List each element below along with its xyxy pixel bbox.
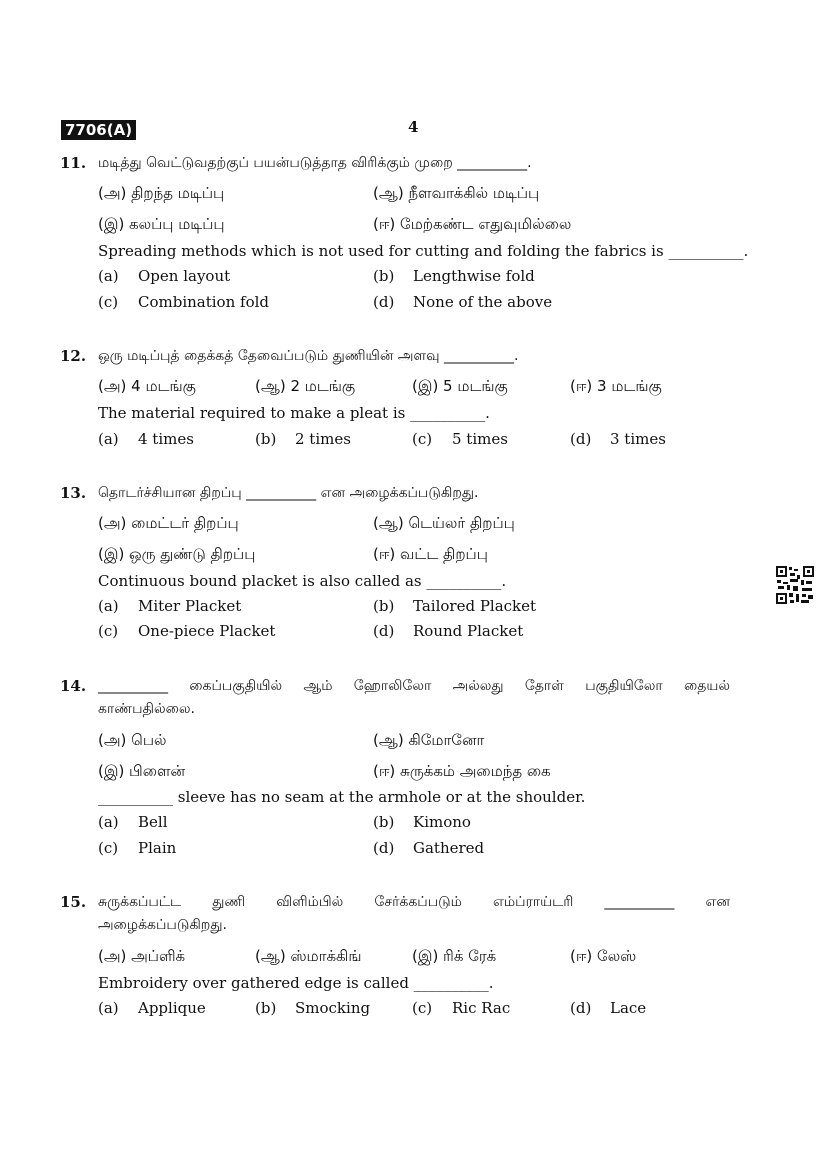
- paper-code: 7706(A): [61, 120, 136, 140]
- question-number: 12.: [60, 347, 87, 365]
- tamil-option: (இ) கலப்பு மடிப்பு: [98, 215, 225, 233]
- tamil-question: தொடர்ச்சியான திறப்பு __________ என அழைக்கப்படுகிறது.: [98, 485, 479, 501]
- english-option: (c) 5 times: [412, 430, 508, 448]
- tamil-question-line: சுருக்கப்பட்ட துணி விளிம்பில் சேர்க்கப்படும் எம்ப்ராய்டரி __________ என: [98, 894, 730, 910]
- question-number: 15.: [60, 893, 87, 911]
- tamil-option: (இ) பிளைன்: [98, 762, 186, 780]
- question-number: 13.: [60, 484, 87, 502]
- tamil-option: (ஈ) லேஸ்: [570, 947, 637, 965]
- english-option: (b) 2 times: [255, 430, 351, 448]
- english-option: (a) 4 times: [98, 430, 194, 448]
- question-number: 11.: [60, 154, 87, 172]
- tamil-option: (ஆ) நீளவாக்கில் மடிப்பு: [373, 184, 540, 202]
- english-question: Embroidery over gathered edge is called __________.: [98, 974, 494, 992]
- english-option: (a) Bell: [98, 813, 168, 831]
- tamil-option: (ஈ) 3 மடங்கு: [570, 377, 662, 395]
- tamil-option: (அ) 4 மடங்கு: [98, 377, 196, 395]
- english-option: (b) Smocking: [255, 999, 371, 1017]
- english-option: (d) Round Placket: [373, 622, 524, 640]
- english-question: Spreading methods which is not used for cutting and folding the fabrics is __________.: [98, 242, 749, 260]
- english-option: (d) Gathered: [373, 839, 485, 857]
- tamil-option: (அ) அப்ளிக்: [98, 947, 186, 965]
- english-option: (a) Applique: [98, 999, 206, 1017]
- tamil-option: (ஈ) மேற்கண்ட எதுவுமில்லை: [373, 215, 572, 233]
- english-option: (d) Lace: [570, 999, 647, 1017]
- tamil-option: (ஆ) ஸ்மாக்கிங்: [255, 947, 362, 965]
- tamil-question-line: அழைக்கப்படுகிறது.: [98, 917, 227, 933]
- tamil-option: (அ) மைட்டர் திறப்பு: [98, 514, 239, 532]
- question-number: 14.: [60, 677, 87, 695]
- tamil-option: (இ) ஒரு துண்டு திறப்பு: [98, 545, 256, 563]
- tamil-option: (அ) பெல்: [98, 731, 167, 749]
- page-number: 4: [408, 118, 419, 136]
- tamil-option: (ஆ) 2 மடங்கு: [255, 377, 356, 395]
- english-option: (d) None of the above: [373, 293, 553, 311]
- tamil-option: (இ) ரிக் ரேக்: [412, 947, 497, 965]
- tamil-option: (அ) திறந்த மடிப்பு: [98, 184, 225, 202]
- english-question: Continuous bound placket is also called as __________.: [98, 572, 507, 590]
- english-option: (c) Combination fold: [98, 293, 270, 311]
- english-option: (c) Plain: [98, 839, 177, 857]
- tamil-question: மடித்து வெட்டுவதற்குப் பயன்படுத்தாத விரிக்கும் முறை __________.: [98, 155, 532, 171]
- english-option: (c) Ric Rac: [412, 999, 511, 1017]
- english-option: (a) Miter Placket: [98, 597, 242, 615]
- english-option: (c) One-piece Placket: [98, 622, 276, 640]
- tamil-question-line: காண்பதில்லை.: [98, 701, 195, 717]
- tamil-option: (ஆ) டெய்லர் திறப்பு: [373, 514, 515, 532]
- tamil-option: (ஈ) வட்ட திறப்பு: [373, 545, 488, 563]
- english-option: (b) Tailored Placket: [373, 597, 537, 615]
- tamil-question: ஒரு மடிப்புத் தைக்கத் தேவைப்படும் துணியின் அளவு __________.: [98, 348, 519, 364]
- qr-code-icon: [775, 565, 815, 605]
- english-option: (a) Open layout: [98, 267, 231, 285]
- english-option: (b) Lengthwise fold: [373, 267, 535, 285]
- tamil-option: (ஆ) கிமோனோ: [373, 731, 485, 749]
- tamil-option: (இ) 5 மடங்கு: [412, 377, 508, 395]
- english-option: (b) Kimono: [373, 813, 471, 831]
- english-question: __________ sleeve has no seam at the armhole or at the shoulder.: [98, 788, 586, 806]
- tamil-question-line: __________ கைப்பகுதியில் ஆம் ஹோலிலோ அல்லது தோள் பகுதியிலோ தையல்: [98, 678, 730, 694]
- english-question: The material required to make a pleat is __________.: [98, 404, 490, 422]
- english-option: (d) 3 times: [570, 430, 666, 448]
- tamil-option: (ஈ) சுருக்கம் அமைந்த கை: [373, 762, 551, 780]
